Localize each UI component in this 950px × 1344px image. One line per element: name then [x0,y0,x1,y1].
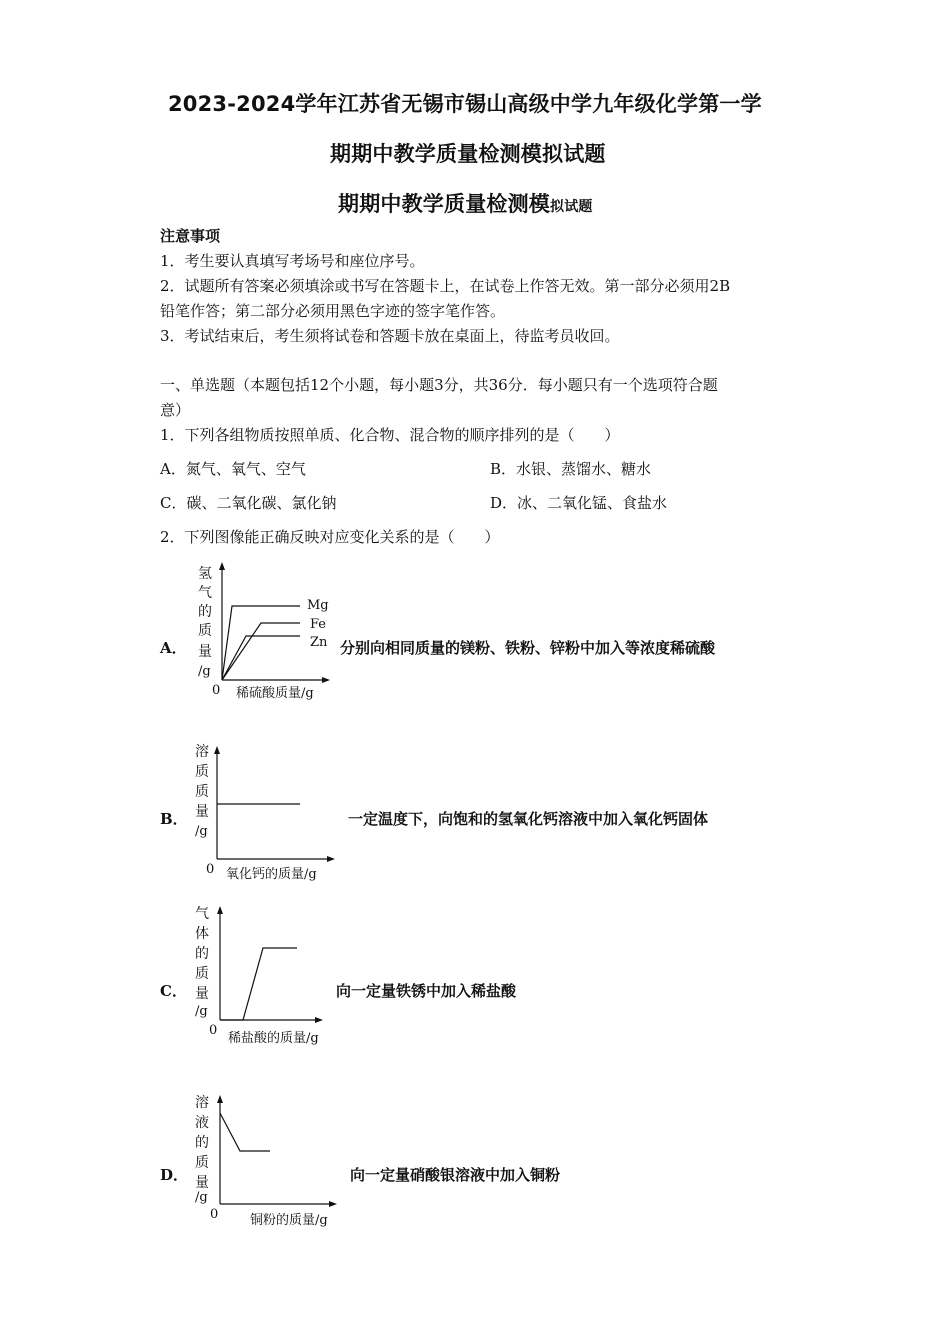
y-axis-label-char: 量 [195,986,209,1002]
page-title-line3 [338,188,593,218]
x-axis-arrow [327,856,335,862]
q1-option-d: D．冰、二氧化锰、食盐水 [490,494,668,512]
y-axis-label-char: 体 [195,926,209,942]
x-axis-label: 稀盐酸的质量/g [228,1031,319,1046]
origin-label: 0 [206,862,215,877]
y-axis-label-unit: /g [198,664,211,679]
q2-option-b-desc: 一定温度下，向饱和的氢氧化钙溶液中加入氧化钙固体 [348,810,709,828]
notice-item: 铅笔作答；第二部分必须用黑色字迹的签字笔作答。 [160,302,506,320]
y-axis-label-char: 氢 [198,566,212,582]
series-line [220,948,297,1020]
y-axis-label-unit: /g [195,1004,208,1019]
page-title-line3-small: 拟试题 [550,199,593,215]
page-title-line1: 2023-2024学年江苏省无锡市锡山高级中学九年级化学第一学 [168,92,762,116]
y-axis-arrow [217,1095,223,1103]
y-axis-label-char: 质 [198,623,212,639]
q2-option-d-desc: 向一定量硝酸银溶液中加入铜粉 [350,1166,561,1184]
y-axis-label-char: 的 [198,604,212,620]
q2-option-b-letter: B． [160,810,188,828]
x-axis-arrow [315,1017,323,1023]
notice-item: 2．试题所有答案必须填涂或书写在答题卡上，在试卷上作答无效。第一部分必须用2B [160,277,731,295]
q2-option-c-desc: 向一定量铁锈中加入稀盐酸 [336,982,517,1000]
q2-option-a-desc: 分别向相同质量的镁粉、铁粉、锌粉中加入等浓度稀硫酸 [340,639,716,657]
section-heading-line1: 一、单选题（本题包括12个小题，每小题3分，共36分．每小题只有一个选项符合题 [160,376,718,394]
q2-option-b-graph [190,738,340,886]
y-axis-label-unit: /g [195,824,208,839]
y-axis-label-char: 的 [195,946,209,962]
y-axis-label-char: 气 [195,906,209,922]
y-axis-label-char: 气 [198,585,212,601]
x-axis-label: 铜粉的质量/g [250,1213,328,1228]
series-line-fe [222,623,300,680]
q1-option-b: B．水银、蒸馏水、糖水 [490,460,652,478]
q1-option-a: A．氮气、氧气、空气 [160,460,306,478]
q2-option-a-letter: A． [160,639,187,657]
q1-stem: 1．下列各组物质按照单质、化合物、混合物的顺序排列的是（ ） [160,426,620,444]
notice-item: 3．考试结束后，考生须将试卷和答题卡放在桌面上，待监考员收回。 [160,327,620,345]
series-label-fe: Fe [310,617,327,632]
y-axis-arrow [219,562,225,570]
series-line-mg [222,606,300,680]
series-line [220,1113,270,1151]
section-heading-line2: 意） [160,401,191,419]
q1-option-c: C．碳、二氧化碳、氯化钠 [160,494,337,512]
series-label-mg: Mg [307,598,329,613]
y-axis-label-char: 溶 [195,744,209,760]
q2-option-c-letter: C． [160,982,187,1000]
origin-label: 0 [210,1207,219,1222]
q2-option-d-graph [190,1085,350,1235]
y-axis-label-char: 量 [195,1175,209,1191]
y-axis-label-char: 量 [195,804,209,820]
x-axis-arrow [329,1201,337,1207]
y-axis-arrow [217,906,223,914]
y-axis-label-char: 的 [195,1135,209,1151]
page-title-line2: 期期中教学质量检测模拟试题 [330,142,606,166]
y-axis-label-unit: /g [195,1190,208,1205]
series-label-zn: Zn [310,635,328,650]
q2-option-d-letter: D． [160,1166,189,1184]
series-line-zn [222,636,300,680]
y-axis-label-char: 质 [195,784,209,800]
y-axis-label-char: 质 [195,1155,209,1171]
notice-heading: 注意事项 [160,227,221,245]
y-axis-label-char: 质 [195,764,209,780]
q2-option-a-graph [190,558,340,706]
x-axis-arrow [322,677,330,683]
q2-stem: 2．下列图像能正确反映对应变化关系的是（ ） [160,528,500,546]
page-title-line3-big: 期期中教学质量检测模 [338,192,550,216]
q2-option-c-graph [190,900,340,1050]
x-axis-label: 稀硫酸质量/g [236,686,314,701]
origin-label: 0 [209,1023,218,1038]
y-axis-label-char: 质 [195,966,209,982]
x-axis-label: 氧化钙的质量/g [226,867,317,882]
origin-label: 0 [212,683,221,698]
y-axis-label-char: 量 [198,644,212,660]
y-axis-label-char: 液 [195,1115,209,1131]
y-axis-label-char: 溶 [195,1095,209,1111]
y-axis-arrow [214,746,220,754]
notice-item: 1．考生要认真填写考场号和座位序号。 [160,252,425,270]
